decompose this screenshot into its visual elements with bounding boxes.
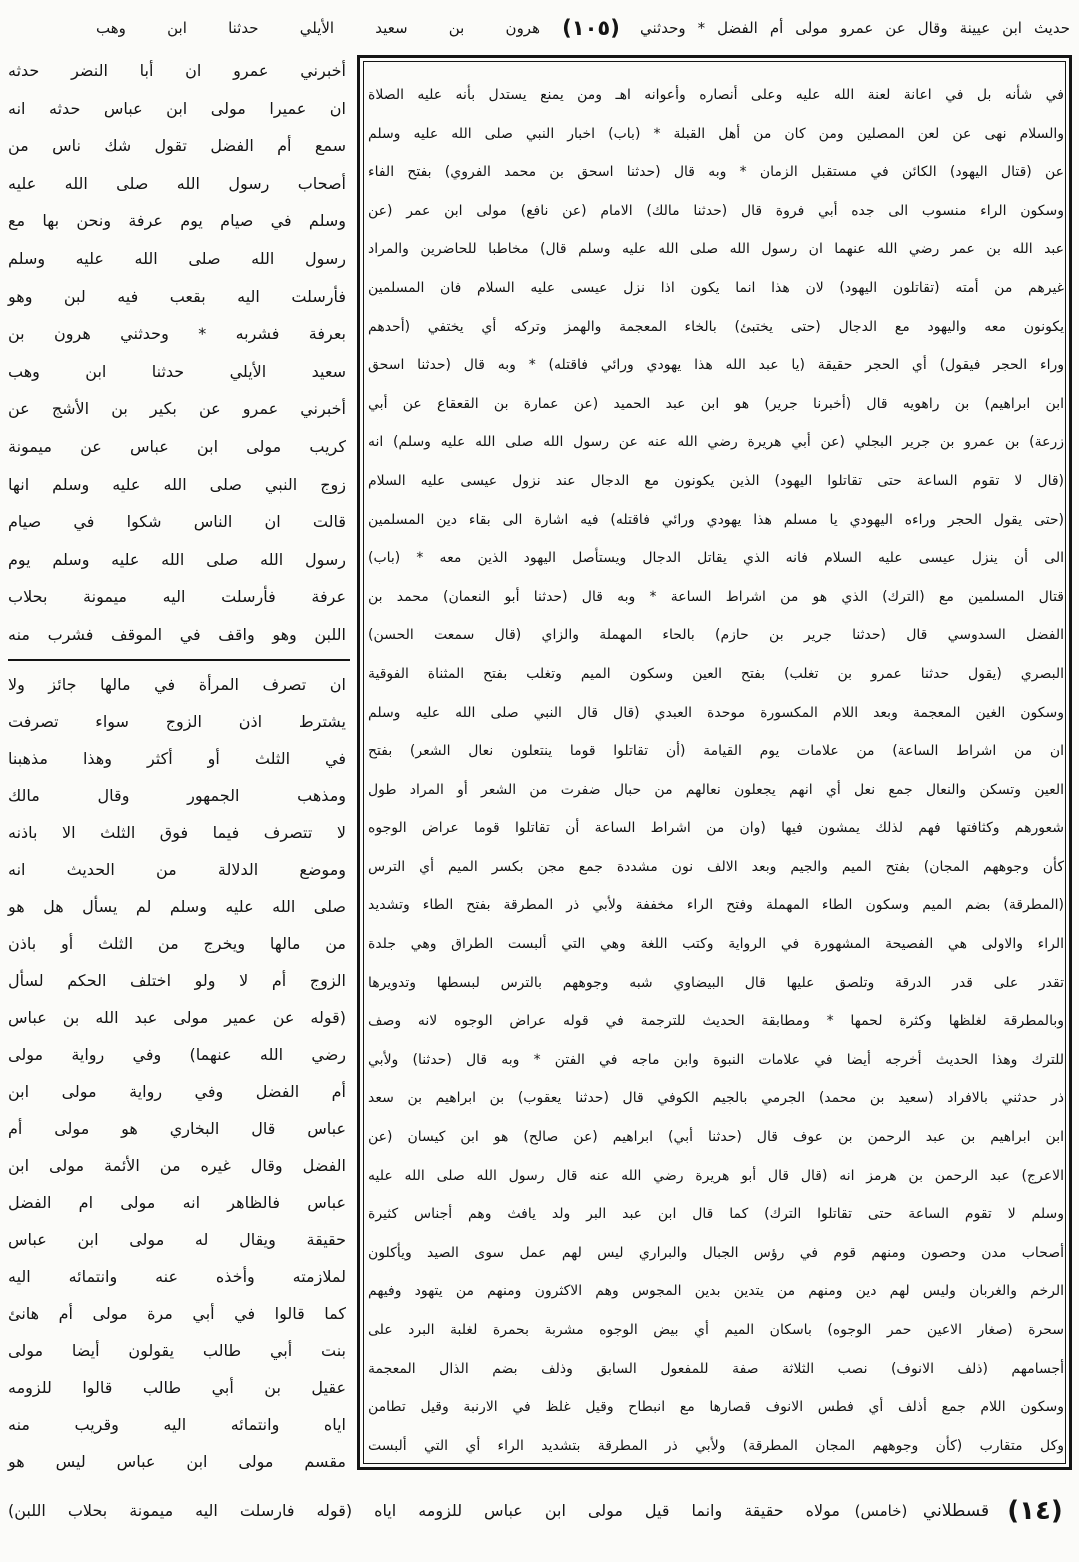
- margin-bottom-line: يشترط اذن الزوج سواء تصرفت: [8, 712, 346, 731]
- main-text-line: شعورهم وكثافتها فهم لذلك يمشون فيها (وان من اشراط الساعة أن تقاتلوا قوما عراض الوجوه: [368, 820, 1064, 837]
- main-text-line: ابن ابراهيم) بن راهويه قال (أخبرنا جرير) هو ابن عبد الحميد (عن عمارة بن القعقاع عن أبي: [368, 395, 1064, 412]
- main-text-line: كأن وجوههم المجان) بفتح الميم والجيم وبعد الالف نون مشددة جمع مجن بكسر الميم أي الترس: [368, 858, 1064, 875]
- margin-bottom-line: (قوله عن عمير مولى عبد الله بن عباس: [8, 1008, 346, 1027]
- main-text-line: وسكون اللام جمع أذلف أي فطس الانوف قصارها مع انبطاح وقيل غلظ في الارنبة وقيل تطامن: [368, 1399, 1064, 1416]
- margin-top-line: ان عميرا مولى ابن عباس حدثه انه: [8, 98, 346, 118]
- margin-top-line: سعيد الأيلي حدثنا ابن وهب: [8, 361, 346, 381]
- margin-top-line: أخبرني عمرو ان أبا النضر حدثه: [8, 61, 346, 80]
- margin-top-line: سمع أم الفضل تقول شك ناس من: [8, 136, 346, 156]
- main-text-line: (قال لا تقوم الساعة حتى تقاتلوا اليهود) الذين يكونون مع الدجال عند نزول عيسى عليه السلام: [368, 472, 1064, 489]
- margin-bottom-line: رضي الله عنهما) وفي رواية مولى: [8, 1045, 346, 1064]
- main-text-line: والسلام نهى عن لعن المصلين ومن كان من أهل القبلة * (باب) اخبار النبي صلى الله عليه وسلم: [368, 125, 1064, 142]
- main-text-line: ابن ابراهيم بن عبد الرحمن بن عوف قال (حدثنا أبي) ابراهيم (عن صالح) هو ابن كيسان (عن: [368, 1129, 1064, 1146]
- margin-divider: [8, 659, 350, 661]
- margin-bottom-line: لملازمته وأخذه عنه وانتمائه اليه: [8, 1267, 346, 1286]
- main-text-line: أصحاب مدن وحصون ومنهم قوم في رؤس الجبال والبراري ليس لهم عمل سوى الصيد ويأكلون: [368, 1244, 1064, 1261]
- main-text-line: في شأنه بل في اعانة لعنة الله عليه وعلى أنصاره وأعوانه اهـ ومن يمنع يستدل بأنه عليه الصلاة: [368, 87, 1064, 103]
- margin-bottom-line: عباس فالظاهر انه مولى ام الفضل: [8, 1193, 346, 1212]
- signature-volume: (خامس): [854, 1502, 908, 1520]
- main-text-line: الراء والاولى هي الفصيحة المشهورة في الرواية وكتب اللغة وهي التي ألبست الطراق وهي جلدة: [368, 936, 1064, 953]
- main-text-line: غيرهم من أمته (تقاتلون اليهود) لان هذا انما يكون اذا نزل عيسى عليه السلام فان المسلمين: [368, 279, 1064, 296]
- main-text-line: (حتى يقول الحجر وراءه اليهودي يا مسلم هذا يهودي ورائي فاقتله) فيه اشارة الى بقاء دين المسلمين: [368, 511, 1064, 528]
- margin-top-line: رسول الله صلى الله عليه وسلم: [8, 248, 346, 268]
- main-text-line: وسلم لا تقوم الساعة حتى تقاتلوا الترك) كما قال ابن عبد البر ولد يافث وهم أجناس كثيرة: [368, 1206, 1064, 1223]
- margin-bottom-line: بنت أبي طالب يقولون أيضا مولى: [8, 1341, 346, 1360]
- margin-top-line: قالت ان الناس شكوا في صيام: [8, 512, 346, 532]
- main-text-line: وسكون الغين المعجمة وبعد اللام المكسورة موحدة العبدي (قال قال النبي صلى الله عليه وسلم: [368, 704, 1064, 721]
- margin-bottom-line: اياه وانتمائه اليه وقريب منه: [8, 1415, 346, 1434]
- margin-top-line: زوج النبي صلى الله عليه وسلم انها: [8, 474, 346, 494]
- margin-bottom-line: عقيل بن أبي طالب قالوا للزومه: [8, 1378, 346, 1397]
- margin-top-line: رسول الله صلى الله عليه وسلم يوم: [8, 549, 346, 569]
- main-text-line: للترك وهذا الحديث أخرجه أيضا في علامات النبوة وابن ماجه في الفتن * وبه قال (حدثنا) ولأبي: [368, 1051, 1064, 1068]
- page-number: (١٠٥): [562, 16, 620, 40]
- main-text-line: الرخم والغربان وليس لهم دين ومنهم من يتدين بدين المجوس وهم الاكثرون ومنهم من يتهود وفيهم: [368, 1283, 1064, 1300]
- margin-top-line: فأرسلت اليه بقعب فيه لبن وهو: [8, 286, 346, 306]
- main-text-line: عبد الله بن عمر رضي الله عنهما ان رسول الله صلى الله عليه وسلم قال) مخاطبا للحاضرين والمراد: [368, 241, 1064, 258]
- margin-commentary-text: [8, 666, 346, 1480]
- margin-bottom-line: وموضع الدلالة من الحديث انه: [8, 860, 346, 879]
- margin-bottom-line: الزوج أم لا ولو اختلف الحكم لسأل: [8, 971, 346, 990]
- main-text-line: قتال المسلمين مع (الترك) الذي هو من اشراط الساعة * وبه قال (حدثنا أبو النعمان) محمد بن: [368, 588, 1064, 605]
- margin-top-line: كريب مولى ابن عباس عن ميمونة: [8, 436, 346, 456]
- main-text-line: الاعرج) عبد الرحمن بن هرمز انه (قال قال أبو هريرة رضي الله عنه قال رسول الله صلى الله عليه: [368, 1167, 1064, 1184]
- main-text-line: أجسامهم (ذلف الانوف) نصب الثلاثة صفة للمفعول السابق وذلف بضم الذال المعجمة: [368, 1360, 1064, 1377]
- main-text-line: العين وتسكن والنعال جمع نعل أي انهم يجعلون نعالهم من حبال ضفرت من الشعر أو المراد طول: [368, 781, 1064, 798]
- margin-bottom-line: لا تتصرف فيما فوق الثلث الا باذنه: [8, 823, 346, 842]
- margin-bottom-line: حقيقة ويقال له مولى ابن عباس: [8, 1230, 346, 1249]
- signature-title: قسطلاني: [922, 1501, 990, 1521]
- header-text-left: هرون بن سعيد الأيلي حدثنا ابن وهب: [96, 19, 540, 37]
- main-text-line: ذر حدثني بالافراد (سعيد بن محمد) الجرمي بالجيم الكوفي قال (حدثنا يعقوب) بن ابراهيم بن سعد: [368, 1090, 1064, 1107]
- signature-number: (١٤): [1007, 1496, 1063, 1526]
- margin-bottom-line: مقسم مولى ابن عباس ليس هو: [8, 1452, 346, 1471]
- main-text-line: زرعة) بن عمرو بن جرير البجلي (عن أبي هريرة رضي الله عنه عن رسول الله صلى الله عليه وسلم) انه: [368, 434, 1064, 451]
- main-text-line: (المطرقة) بضم الميم وسكون الطاء المهملة وفتح الراء مخففة ولأبي ذر المطرقة بفتح الطاء وتشديد: [368, 897, 1064, 914]
- header-text-right: حديث ابن عيينة وقال عن عمرو مولى أم الفضل * وحدثني: [640, 19, 1070, 37]
- margin-top-line: أصحاب رسول الله صلى الله عليه: [8, 173, 346, 193]
- margin-bottom-line: أم الفضل وفي رواية مولى ابن: [8, 1082, 346, 1101]
- margin-top-line: وسلم في صيام يوم عرفة ونحن بها مع: [8, 211, 346, 231]
- margin-top-line: بعرفة فشربه * وحدثني هرون بن: [8, 324, 346, 344]
- main-text-line: وراء الحجر فيقول) أي الحجر حقيقة (يا عبد الله هذا يهودي ورائي فاقتله) * وبه قال (حدثنا اسحق: [368, 357, 1064, 374]
- main-text-line: وسكون الراء منسوب الى جده أبي فروة قال (حدثنا مالك) الامام (عن نافع) مولى ابن عمر (عن: [368, 202, 1064, 219]
- margin-bottom-line: عباس قال البخاري هو مولى أم: [8, 1119, 346, 1138]
- margin-bottom-line: الفضل وقال غيره من الأئمة مولى ابن: [8, 1156, 346, 1175]
- main-text-line: تقدر على قدر الدرقة وتلصق عليها قال البيضاوي شبه وجوههم بالترس لبسطها وتدويرها: [368, 974, 1064, 991]
- main-text-line: الى أن ينزل عيسى عليه السلام فانه الذي يقاتل الدجال ويستأصل اليهود الذين معه * (باب): [368, 550, 1064, 567]
- main-commentary: [368, 76, 1064, 1465]
- main-text-line: وكل متقارب (كأن وجوههم المجان المطرقة) ولأبي ذر المطرقة بتشديد الراء أي التي ألبست: [368, 1437, 1064, 1454]
- main-text-line: ان من اشراط الساعة) من علامات يوم القيامة (أن تقاتلوا قوما ينتعلون نعال الشعر) بفتح: [368, 743, 1064, 760]
- main-text-line: الفضل السدوسي قال (حدثنا جرير بن حازم) بالحاء المهملة والزاي (قال سمعت الحسن): [368, 627, 1064, 644]
- margin-bottom-line: في الثلث أو أكثر وهذا مذهبنا: [8, 749, 346, 768]
- margin-top-line: عرفة فأرسلت اليه ميمونة بحلاب: [8, 587, 346, 607]
- margin-bottom-line: ان تصرف المرأة في مالها جائز ولا: [8, 675, 346, 694]
- main-text-line: عن (قتال اليهود) الكائن في مستقبل الزمان * وبه قال (حدثنا اسحق بن محمد الفروي) بفتح الفاء: [368, 164, 1064, 181]
- main-text-line: يكونون معه واليهود مع الدجال (حتى يختبئ) بالخاء المعجمة والهمز وتركه أي يختفي (أحدهم: [368, 318, 1064, 335]
- margin-bottom-line: صلى الله عليه وسلم لم يسأل هل هو: [8, 897, 346, 916]
- main-text-line: سحرة (صغار الاعين حمر الوجوه) باسكان الميم أي بيض الوجوه مشربة بحمرة لغلبة البرد على: [368, 1322, 1064, 1338]
- main-text-line: وبالمطرقة لغلظها وكثرة لحمها * ومطابقة الحديث للترجمة في قوله عراض الوجوه لانه وصف: [368, 1013, 1064, 1030]
- footer-text: مولاه حقيقة وانما قيل مولى ابن عباس للزومه اياه (قوله فارسلت اليه ميمونة بحلاب اللبن): [8, 1501, 840, 1520]
- margin-top-line: أخبرني عمرو عن بكير بن الأشج عن: [8, 399, 346, 419]
- margin-bottom-line: من مالها ويخرج من الثلث أو باذن: [8, 934, 346, 953]
- margin-bottom-line: ومذهب الجمهور وقال مالك: [8, 786, 346, 805]
- margin-bottom-line: كما قالوا في أبي مرة مولى أم هانئ: [8, 1304, 346, 1323]
- margin-top-line: اللبن وهو واقف في الموقف فشرب منه: [8, 624, 346, 644]
- main-text-line: البصري (يقول حدثنا عمرو بن تغلب) بفتح العين وسكون الميم وتغلب بفتح المثناة الفوقية: [368, 665, 1064, 682]
- margin-hadith-text: [8, 52, 346, 654]
